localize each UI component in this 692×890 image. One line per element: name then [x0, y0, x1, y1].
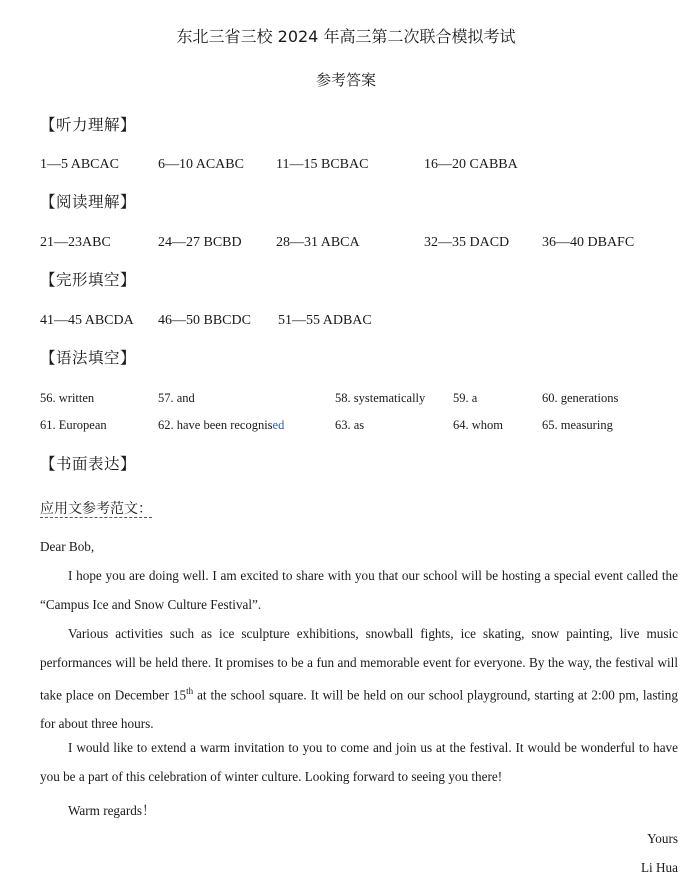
grammar-answer: 59. a — [453, 391, 478, 405]
section-heading-listening: 【听力理解】 — [40, 116, 137, 134]
grammar-answer: 65. measuring — [542, 418, 613, 432]
answer-group: 46—50 BBCDC — [158, 313, 251, 328]
section-heading-grammar: 【语法填空】 — [40, 349, 137, 367]
section-heading-reading: 【阅读理解】 — [40, 193, 137, 211]
answer-group: 16—20 CABBA — [424, 157, 518, 172]
answer-group: 32—35 DACD — [424, 235, 510, 250]
grammar-answer: 64. whom — [453, 418, 503, 432]
answer-group: 51—55 ADBAC — [278, 313, 372, 328]
page-subtitle: 参考答案 — [315, 71, 376, 89]
letter-paragraph-1: I hope you are doing well. I am excited to share with you that our school will be hosting a special event called the “Campus Ice and Snow Culture Festival”. — [40, 568, 678, 612]
letter-greeting: Dear Bob, — [40, 539, 95, 554]
answer-group: 36—40 DBAFC — [542, 235, 635, 250]
grammar-answer: 56. written — [40, 391, 95, 405]
p2-text-before: Various activities such as ice sculpture exhibitions, snowball fights, ice skating, snow painting, live music performances will be held there. It promises to be a fun and memorable event for everyone. By the way, the festival will take place on December 15 — [40, 626, 678, 703]
p2-superscript: th — [186, 686, 194, 697]
answer-group: 11—15 BCBAC — [276, 157, 369, 172]
answer-group: 6—10 ACABC — [158, 157, 244, 172]
letter-signoff: Yours — [647, 831, 678, 846]
answer-group: 1—5 ABCAC — [40, 157, 119, 172]
grammar-answer: 57. and — [158, 391, 195, 405]
answer-group: 24—27 BCBD — [158, 235, 242, 250]
model-essay-label — [40, 498, 152, 518]
grammar-answer-suffix: ed — [272, 418, 285, 432]
answer-group: 41—45 ABCDA — [40, 313, 134, 328]
section-heading-cloze: 【完形填空】 — [40, 271, 137, 289]
letter-paragraph-3: I would like to extend a warm invitation to you to come and join us at the festival. It would be wonderful to have you be a part of this celebration of winter culture. Looking forward to seeing you there! — [40, 740, 678, 784]
grammar-answer — [158, 418, 284, 433]
page-title: 东北三省三校 2024 年高三第二次联合模拟考试 — [176, 27, 516, 46]
grammar-answer: 60. generations — [542, 391, 619, 405]
p2-text-after: at the school square. It will be held on our school playground, starting at 2:00 pm, lasting for about three hours. — [40, 687, 678, 732]
letter-closing: Warm regards！ — [68, 803, 156, 818]
answer-group: 28—31 ABCA — [276, 235, 360, 250]
model-essay-label-text: 应用文参考范文： — [40, 501, 152, 517]
grammar-answer: 61. European — [40, 418, 107, 432]
letter-paragraph-2 — [40, 620, 678, 739]
letter-signature: Li Hua — [641, 860, 678, 875]
section-heading-writing: 【书面表达】 — [40, 455, 137, 473]
grammar-answer: 58. systematically — [335, 391, 426, 405]
grammar-answer: 63. as — [335, 418, 365, 432]
answer-group: 21—23ABC — [40, 235, 111, 250]
grammar-answer-text: 62. have been recognis — [158, 418, 273, 432]
